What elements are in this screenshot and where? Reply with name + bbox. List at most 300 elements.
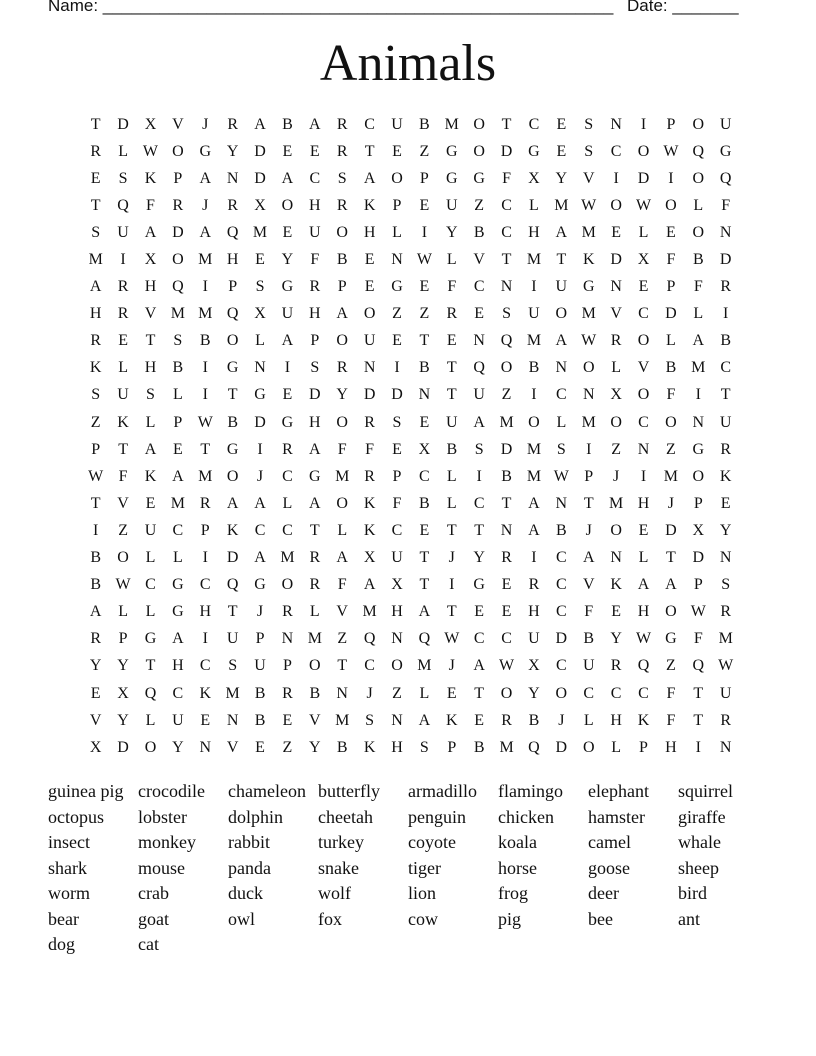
grid-letter: L bbox=[172, 386, 183, 404]
grid-letter: G bbox=[281, 413, 294, 431]
grid-letter: P bbox=[118, 630, 128, 648]
grid-letter: M bbox=[362, 603, 377, 621]
grid-letter: O bbox=[610, 521, 622, 539]
grid-letter: M bbox=[526, 251, 542, 269]
grid-letter: D bbox=[117, 115, 129, 133]
grid-letter: J bbox=[558, 711, 565, 729]
grid-letter: Y bbox=[336, 386, 348, 404]
grid-letter: T bbox=[501, 251, 512, 269]
grid-letter: R bbox=[227, 115, 238, 133]
grid-row bbox=[82, 382, 739, 409]
grid-letter: O bbox=[281, 576, 294, 594]
word-item: bird bbox=[678, 883, 707, 903]
grid-letter: S bbox=[310, 359, 320, 377]
word-item: owl bbox=[228, 908, 255, 929]
word-item: bear bbox=[48, 908, 79, 929]
grid-letter: Y bbox=[89, 657, 102, 675]
grid-letter: P bbox=[419, 169, 429, 187]
grid-letter: F bbox=[502, 169, 511, 187]
grid-letter: U bbox=[445, 413, 458, 431]
grid-letter: B bbox=[720, 332, 732, 350]
grid-letter: F bbox=[337, 440, 347, 458]
grid-letter: P bbox=[282, 657, 292, 675]
grid-letter: R bbox=[309, 549, 321, 567]
word-item: wolf bbox=[318, 883, 351, 903]
grid-letter: P bbox=[228, 278, 238, 296]
grid-letter: H bbox=[391, 603, 403, 621]
word-item: butterfly bbox=[318, 781, 380, 801]
grid-letter: G bbox=[445, 169, 458, 187]
grid-letter: X bbox=[144, 115, 157, 133]
grid-letter: U bbox=[473, 386, 485, 404]
grid-letter: M bbox=[88, 251, 103, 269]
grid-letter: X bbox=[363, 549, 376, 567]
grid-letter: G bbox=[665, 630, 677, 648]
grid-letter: C bbox=[419, 467, 430, 485]
grid-letter: O bbox=[692, 169, 705, 187]
grid-letter: S bbox=[474, 440, 484, 458]
grid-letter: Z bbox=[419, 142, 430, 160]
grid-letter: P bbox=[392, 467, 402, 485]
grid-letter: A bbox=[336, 549, 348, 567]
grid-letter: D bbox=[309, 386, 321, 404]
grid-letter: L bbox=[638, 549, 649, 567]
grid-letter: T bbox=[337, 657, 348, 675]
word-item: duck bbox=[228, 883, 263, 903]
grid-letter: Q bbox=[692, 142, 705, 160]
grid-letter: W bbox=[115, 576, 131, 594]
grid-letter: B bbox=[336, 738, 348, 756]
grid-letter: S bbox=[502, 305, 511, 323]
word-item: frog bbox=[498, 883, 528, 903]
grid-letter: T bbox=[501, 115, 512, 133]
word-item: dog bbox=[48, 934, 75, 954]
grid-letter: Z bbox=[118, 521, 128, 539]
grid-letter: Q bbox=[473, 359, 485, 377]
word-item: koala bbox=[498, 832, 537, 852]
grid-letter: I bbox=[202, 386, 208, 404]
grid-letter: C bbox=[638, 305, 649, 323]
grid-letter: U bbox=[719, 684, 732, 702]
grid-letter: B bbox=[419, 494, 430, 512]
grid-letter: M bbox=[280, 549, 295, 567]
grid-letter: T bbox=[446, 521, 457, 539]
grid-letter: D bbox=[254, 413, 266, 431]
grid-letter: O bbox=[336, 223, 348, 241]
grid-letter: C bbox=[610, 684, 622, 702]
grid-letter: B bbox=[90, 549, 102, 567]
grid-letter: B bbox=[473, 738, 485, 756]
grid-letter: B bbox=[473, 223, 485, 241]
word-item: sheep bbox=[678, 857, 719, 878]
grid-letter: Z bbox=[666, 657, 676, 675]
grid-letter: C bbox=[199, 657, 211, 675]
grid-letter: S bbox=[419, 738, 429, 756]
grid-letter: I bbox=[531, 549, 537, 567]
grid-letter: O bbox=[528, 413, 540, 431]
grid-letter: O bbox=[555, 305, 568, 323]
grid-letter: E bbox=[419, 196, 430, 214]
grid-letter: C bbox=[364, 657, 375, 675]
grid-letter: I bbox=[202, 359, 208, 377]
grid-letter: F bbox=[666, 711, 676, 729]
grid-letter: B bbox=[199, 332, 211, 350]
grid-letter: E bbox=[638, 278, 649, 296]
grid-row bbox=[82, 599, 739, 626]
grid-letter: B bbox=[336, 251, 348, 269]
word-item: penguin bbox=[408, 806, 466, 827]
grid-letter: E bbox=[172, 440, 183, 458]
grid-letter: Z bbox=[611, 440, 621, 458]
grid-letter: X bbox=[418, 440, 431, 458]
grid-letter: C bbox=[501, 630, 512, 648]
grid-letter: L bbox=[392, 223, 402, 241]
grid-letter: P bbox=[584, 467, 594, 485]
grid-letter: I bbox=[640, 115, 647, 133]
grid-letter: O bbox=[692, 467, 705, 485]
grid-letter: J bbox=[202, 115, 209, 133]
grid-letter: U bbox=[391, 115, 403, 133]
grid-letter: L bbox=[255, 332, 265, 350]
grid-letter: R bbox=[282, 440, 293, 458]
grid-letter: H bbox=[309, 413, 321, 431]
grid-letter: L bbox=[611, 738, 621, 756]
grid-letter: R bbox=[309, 576, 321, 594]
grid-letter: Q bbox=[719, 169, 732, 187]
grid-letter: V bbox=[336, 603, 348, 621]
grid-letter: R bbox=[501, 549, 512, 567]
name-line: Name: ______________________________________________________ bbox=[48, 0, 614, 15]
grid-letter: D bbox=[363, 386, 376, 404]
grid-row bbox=[82, 192, 739, 219]
grid-letter: M bbox=[581, 413, 596, 431]
grid-letter: H bbox=[637, 494, 650, 512]
grid-letter: L bbox=[419, 684, 430, 702]
grid-letter: N bbox=[719, 223, 732, 241]
grid-row bbox=[82, 626, 739, 653]
grid-letter: E bbox=[611, 223, 621, 241]
grid-letter: B bbox=[583, 630, 595, 648]
grid-letter: E bbox=[501, 576, 512, 594]
grid-letter: B bbox=[254, 711, 266, 729]
grid-row bbox=[82, 165, 739, 192]
grid-letter: W bbox=[197, 413, 213, 431]
grid-letter: U bbox=[117, 223, 129, 241]
grid-letter: O bbox=[637, 332, 650, 350]
grid-letter: L bbox=[611, 359, 621, 377]
grid-letter: Z bbox=[392, 305, 402, 323]
grid-letter: I bbox=[695, 386, 701, 404]
grid-letter: C bbox=[145, 576, 156, 594]
grid-letter: P bbox=[666, 278, 676, 296]
grid-letter: R bbox=[199, 494, 211, 512]
grid-letter: E bbox=[446, 332, 457, 350]
grid-letter: O bbox=[391, 169, 403, 187]
grid-letter: L bbox=[638, 223, 649, 241]
word-item: pig bbox=[498, 908, 522, 929]
grid-letter: E bbox=[200, 711, 211, 729]
grid-row bbox=[82, 490, 739, 517]
grid-letter: V bbox=[610, 305, 622, 323]
grid-letter: U bbox=[226, 630, 239, 648]
grid-letter: W bbox=[581, 196, 597, 214]
grid-letter: D bbox=[665, 305, 677, 323]
grid-row bbox=[82, 436, 739, 463]
grid-letter: M bbox=[526, 332, 542, 350]
grid-letter: E bbox=[282, 142, 293, 160]
grid-letter: U bbox=[391, 549, 403, 567]
word-item: horse bbox=[498, 857, 537, 878]
grid-letter: E bbox=[446, 684, 457, 702]
grid-letter: C bbox=[391, 521, 403, 539]
grid-letter: X bbox=[254, 305, 266, 323]
grid-letter: D bbox=[254, 142, 266, 160]
grid-letter: V bbox=[582, 576, 595, 594]
grid-letter: Z bbox=[282, 738, 293, 756]
grid-letter: E bbox=[720, 494, 731, 512]
grid-letter: U bbox=[172, 711, 184, 729]
grid-row bbox=[82, 274, 739, 301]
grid-letter: Y bbox=[172, 738, 184, 756]
grid-letter: E bbox=[282, 386, 293, 404]
grid-letter: I bbox=[202, 630, 208, 648]
grid-letter: W bbox=[88, 467, 104, 485]
word-item: camel bbox=[588, 832, 631, 852]
grid-letter: M bbox=[499, 413, 514, 431]
grid-letter: O bbox=[665, 196, 677, 214]
grid-letter: U bbox=[281, 305, 294, 323]
grid-letter: T bbox=[474, 684, 485, 702]
grid-letter: H bbox=[309, 196, 321, 214]
grid-letter: K bbox=[199, 684, 212, 702]
grid-letter: M bbox=[718, 630, 733, 648]
grid-letter: G bbox=[473, 169, 485, 187]
grid-letter: K bbox=[89, 359, 102, 377]
grid-letter: D bbox=[719, 251, 732, 269]
grid-letter: Y bbox=[309, 738, 321, 756]
grid-letter: Y bbox=[117, 657, 129, 675]
grid-letter: S bbox=[173, 332, 183, 350]
grid-letter: A bbox=[199, 169, 212, 187]
grid-row bbox=[82, 246, 739, 273]
grid-letter: A bbox=[473, 413, 485, 431]
grid-letter: U bbox=[555, 278, 568, 296]
grid-letter: G bbox=[144, 630, 157, 648]
word-item: bee bbox=[588, 908, 613, 929]
grid-letter: S bbox=[365, 711, 375, 729]
grid-letter: F bbox=[447, 278, 457, 296]
grid-letter: U bbox=[117, 386, 129, 404]
word-item: chicken bbox=[498, 806, 554, 827]
grid-letter: I bbox=[257, 440, 263, 458]
grid-letter: H bbox=[363, 223, 376, 241]
grid-letter: A bbox=[281, 332, 294, 350]
grid-letter: G bbox=[199, 142, 212, 160]
grid-letter: O bbox=[226, 467, 239, 485]
word-item: cheetah bbox=[318, 806, 373, 827]
word-item: deer bbox=[588, 883, 619, 903]
grid-letter: R bbox=[446, 305, 458, 323]
grid-letter: U bbox=[582, 657, 595, 675]
grid-letter: C bbox=[282, 521, 293, 539]
word-item: rabbit bbox=[228, 832, 270, 852]
grid-letter: E bbox=[474, 603, 485, 621]
grid-letter: S bbox=[146, 386, 155, 404]
grid-letter: E bbox=[392, 142, 402, 160]
grid-letter: C bbox=[364, 115, 375, 133]
grid-letter: T bbox=[145, 657, 156, 675]
grid-letter: B bbox=[501, 467, 512, 485]
grid-letter: X bbox=[144, 251, 157, 269]
grid-row bbox=[82, 328, 739, 355]
grid-letter: X bbox=[391, 576, 403, 594]
grid-letter: Z bbox=[474, 196, 485, 214]
grid-row bbox=[82, 463, 739, 490]
word-item: shark bbox=[48, 857, 87, 878]
grid-letter: C bbox=[720, 359, 732, 377]
grid-letter: A bbox=[254, 115, 266, 133]
grid-letter: P bbox=[693, 576, 703, 594]
grid-letter: C bbox=[172, 684, 184, 702]
grid-letter: A bbox=[665, 576, 677, 594]
grid-letter: A bbox=[144, 223, 157, 241]
grid-letter: N bbox=[610, 278, 622, 296]
grid-letter: R bbox=[528, 576, 540, 594]
grid-letter: M bbox=[170, 494, 185, 512]
grid-letter: L bbox=[282, 494, 293, 512]
grid-letter: H bbox=[172, 657, 184, 675]
grid-letter: M bbox=[335, 467, 350, 485]
grid-letter: C bbox=[199, 576, 211, 594]
grid-letter: C bbox=[556, 549, 567, 567]
grid-letter: Q bbox=[692, 657, 705, 675]
grid-letter: V bbox=[309, 711, 321, 729]
grid-letter: B bbox=[254, 684, 266, 702]
grid-letter: E bbox=[392, 332, 402, 350]
grid-letter: N bbox=[336, 684, 348, 702]
grid-letter: Q bbox=[637, 657, 650, 675]
grid-letter: H bbox=[226, 251, 239, 269]
grid-letter: B bbox=[282, 115, 293, 133]
grid-letter: O bbox=[582, 738, 595, 756]
grid-letter: X bbox=[637, 251, 650, 269]
grid-letter: O bbox=[336, 494, 348, 512]
grid-letter: U bbox=[144, 521, 157, 539]
grid-letter: I bbox=[284, 359, 291, 377]
grid-letter: F bbox=[146, 196, 155, 214]
grid-letter: U bbox=[254, 657, 266, 675]
grid-letter: P bbox=[91, 440, 101, 458]
grid-letter: Z bbox=[337, 630, 348, 648]
word-item: insect bbox=[48, 832, 90, 852]
grid-letter: L bbox=[337, 521, 348, 539]
grid-letter: R bbox=[282, 684, 293, 702]
grid-letter: X bbox=[692, 521, 705, 539]
grid-letter: E bbox=[282, 711, 293, 729]
grid-letter: Q bbox=[418, 630, 431, 648]
grid-letter: S bbox=[91, 386, 101, 404]
grid-letter: C bbox=[501, 223, 512, 241]
grid-letter: W bbox=[635, 630, 652, 648]
grid-letter: Q bbox=[363, 630, 376, 648]
grid-letter: K bbox=[637, 711, 650, 729]
grid-letter: R bbox=[720, 440, 732, 458]
grid-letter: A bbox=[363, 169, 376, 187]
grid-letter: A bbox=[528, 494, 540, 512]
grid-letter: E bbox=[118, 332, 128, 350]
grid-letter: O bbox=[500, 359, 513, 377]
grid-letter: E bbox=[282, 223, 293, 241]
word-item: cow bbox=[408, 908, 438, 929]
word-item: hamster bbox=[588, 806, 645, 827]
grid-letter: S bbox=[721, 576, 731, 594]
grid-letter: L bbox=[118, 603, 128, 621]
grid-letter: E bbox=[474, 305, 485, 323]
grid-row bbox=[82, 219, 739, 246]
grid-letter: C bbox=[638, 413, 649, 431]
grid-letter: B bbox=[309, 684, 321, 702]
grid-letter: X bbox=[89, 738, 102, 756]
grid-letter: S bbox=[91, 223, 101, 241]
grid-letter: P bbox=[666, 115, 676, 133]
grid-letter: T bbox=[90, 115, 101, 133]
grid-letter: C bbox=[583, 684, 595, 702]
grid-letter: A bbox=[336, 305, 348, 323]
grid-letter: T bbox=[501, 494, 512, 512]
grid-letter: G bbox=[582, 278, 595, 296]
word-item: monkey bbox=[138, 832, 196, 852]
grid-letter: H bbox=[637, 603, 650, 621]
grid-letter: A bbox=[473, 657, 485, 675]
grid-letter: R bbox=[282, 603, 293, 621]
grid-letter: X bbox=[528, 657, 540, 675]
word-item: fox bbox=[318, 908, 342, 929]
grid-letter: B bbox=[446, 440, 458, 458]
grid-letter: F bbox=[584, 603, 594, 621]
grid-letter: C bbox=[638, 684, 649, 702]
grid-letter: D bbox=[637, 169, 650, 187]
grid-letter: T bbox=[556, 251, 567, 269]
grid-letter: K bbox=[719, 467, 732, 485]
grid-letter: C bbox=[610, 142, 622, 160]
grid-letter: Y bbox=[281, 251, 294, 269]
grid-letter: L bbox=[693, 196, 704, 214]
grid-letter: E bbox=[419, 413, 430, 431]
grid-letter: S bbox=[584, 142, 594, 160]
grid-letter: E bbox=[309, 142, 320, 160]
word-item: elephant bbox=[588, 781, 649, 801]
grid-row bbox=[82, 355, 739, 382]
grid-letter: H bbox=[89, 305, 102, 323]
grid-letter: H bbox=[391, 738, 403, 756]
grid-letter: D bbox=[555, 738, 568, 756]
grid-letter: E bbox=[611, 603, 621, 621]
grid-letter: O bbox=[555, 684, 568, 702]
grid-letter: O bbox=[692, 115, 705, 133]
grid-letter: C bbox=[282, 467, 293, 485]
grid-letter: L bbox=[446, 494, 457, 512]
word-item: worm bbox=[48, 883, 90, 903]
grid-letter: A bbox=[637, 576, 650, 594]
grid-letter: T bbox=[227, 386, 238, 404]
grid-letter: O bbox=[610, 413, 622, 431]
grid-letter: F bbox=[666, 684, 676, 702]
grid-letter: P bbox=[255, 630, 265, 648]
grid-letter: G bbox=[226, 359, 239, 377]
grid-letter: B bbox=[528, 711, 540, 729]
grid-letter: R bbox=[227, 196, 238, 214]
grid-letter: Q bbox=[117, 196, 129, 214]
